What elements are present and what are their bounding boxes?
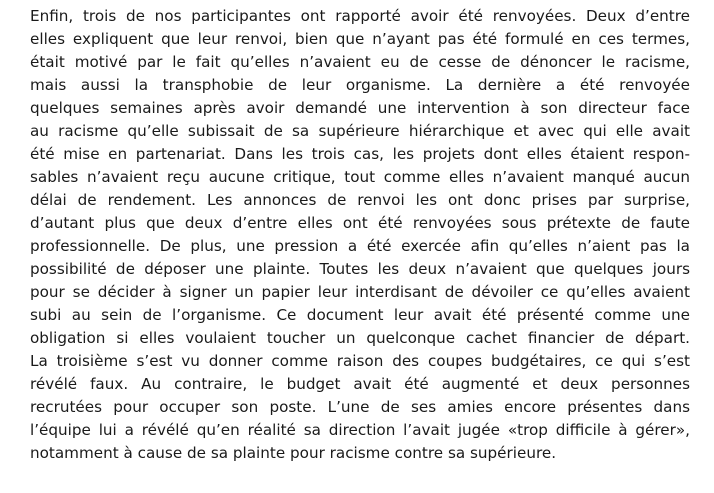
text-line: était motivé par le fait qu’elles n’avaient eu de cesse de dénoncer le racisme,: [30, 53, 690, 71]
text-line: Enfin, trois de nos participantes ont rapporté avoir été renvoyées. Deux d’entre: [30, 7, 690, 25]
text-line: quelques semaines après avoir demandé une intervention à son directeur face: [30, 99, 690, 117]
body-paragraph: [30, 5, 690, 465]
text-line: été mise en partenariat. Dans les trois cas, les projets dont elles étaient respon-: [30, 145, 690, 163]
text-line: révélé faux. Au contraire, le budget avait été augmenté et deux personnes: [30, 375, 690, 393]
text-line: possibilité de déposer une plainte. Toutes les deux n’avaient que quelques jours: [30, 260, 690, 278]
text-line: obligation si elles voulaient toucher un quelconque cachet financier de départ.: [30, 329, 690, 347]
text-line: sables n’avaient reçu aucune critique, tout comme elles n’avaient manqué aucun: [30, 168, 690, 186]
text-line: pour se décider à signer un papier leur interdisant de dévoiler ce qu’elles avaient: [30, 283, 690, 301]
text-line: elles expliquent que leur renvoi, bien que n’ayant pas été formulé en ces termes,: [30, 30, 690, 48]
text-line: d’autant plus que deux d’entre elles ont été renvoyées sous prétexte de faute: [30, 214, 690, 232]
text-line: professionnelle. De plus, une pression a été exercée afin qu’elles n’aient pas la: [30, 237, 690, 255]
text-line: recrutées pour occuper son poste. L’une de ses amies encore présentes dans: [30, 398, 690, 416]
text-line: au racisme qu’elle subissait de sa supérieure hiérarchique et avec qui elle avait: [30, 122, 690, 140]
document-page: [30, 5, 690, 465]
text-line: l’équipe lui a révélé qu’en réalité sa direction l’avait jugée «trop difficile à gérer»,: [30, 421, 690, 439]
text-line: subi au sein de l’organisme. Ce document leur avait été présenté comme une: [30, 306, 690, 324]
text-line: La troisième s’est vu donner comme raison des coupes budgétaires, ce qui s’est: [30, 352, 690, 370]
text-line: délai de rendement. Les annonces de renvoi les ont donc prises par surprise,: [30, 191, 690, 209]
text-line-last: notamment à cause de sa plainte pour racisme contre sa supérieure.: [30, 444, 557, 462]
text-line: mais aussi la transphobie de leur organisme. La dernière a été renvoyée: [30, 76, 690, 94]
